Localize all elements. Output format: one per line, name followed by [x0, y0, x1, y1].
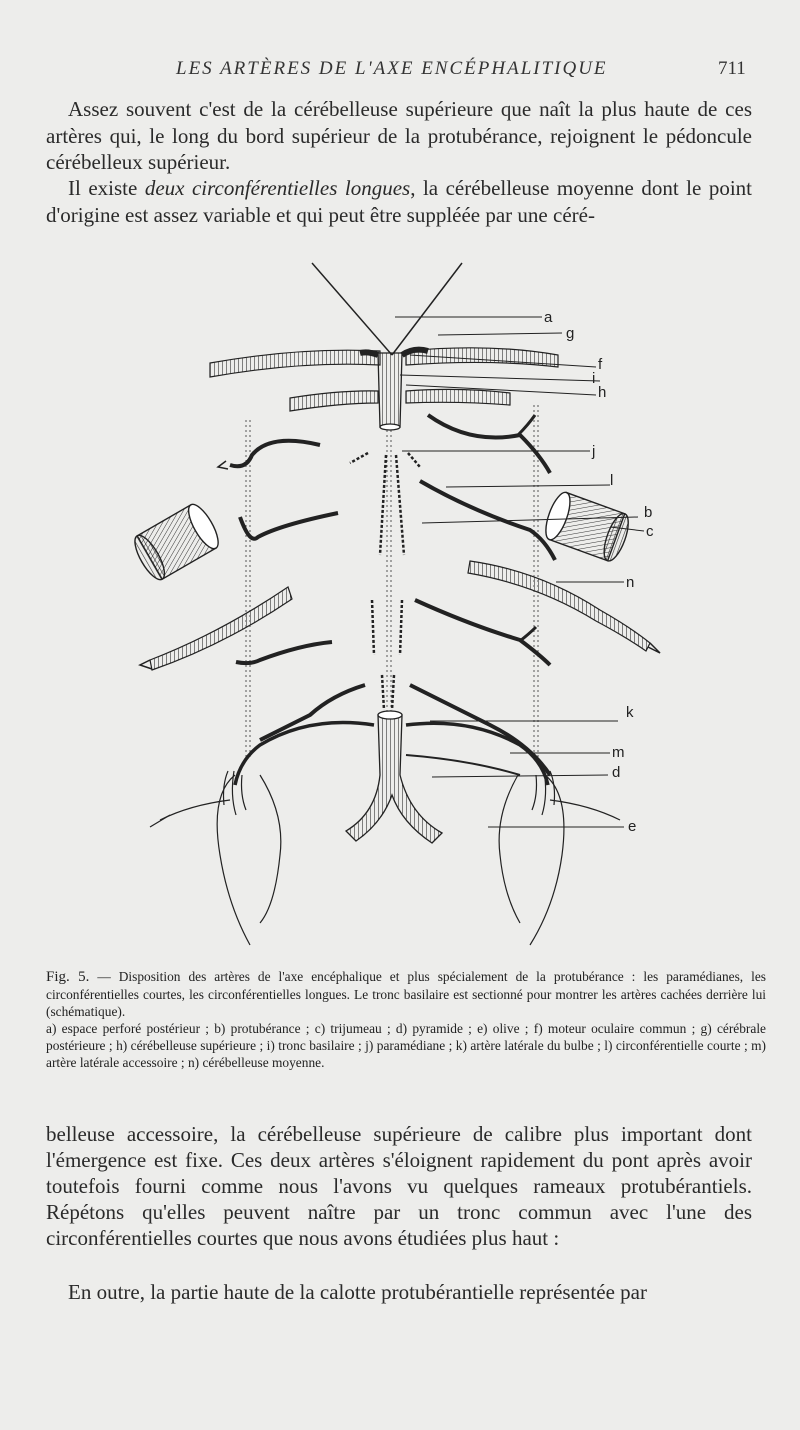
label-m: m — [612, 744, 625, 761]
caption-legend: a) espace perforé postérieur ; b) protubérance ; c) trijumeau ; d) pyramide ; e) olive ; f) moteur oculaire commun ; g) cérébrale postérieure ; h) cérébelleuse supérieure ; i) tronc basilaire ; j) paramédiane ; k) artère latérale du bulbe ; l) circonférentielle courte ; m) artère latérale accessoire ; n) cérébelleuse moyenne. — [46, 1021, 766, 1070]
paragraph-2-emphasis: deux circonférentielles longues — [144, 176, 411, 200]
label-d: d — [612, 764, 621, 781]
label-b: b — [644, 504, 653, 521]
middle-cerebellar-arteries — [140, 561, 660, 670]
artery-diagram — [110, 255, 670, 955]
running-title: LES ARTÈRES DE L'AXE ENCÉPHALITIQUE — [176, 58, 608, 79]
label-h: h — [598, 384, 607, 401]
paramedian-arteries — [350, 453, 420, 710]
page-number: 711 — [718, 58, 746, 79]
label-c: c — [646, 523, 654, 540]
figure-caption — [46, 968, 766, 1071]
label-n: n — [626, 574, 635, 591]
paragraph-2-start: Il existe — [68, 176, 145, 200]
label-f: f — [598, 356, 603, 373]
short-circumferential-left — [218, 441, 365, 740]
caption-description — [46, 968, 766, 1020]
paragraph-3: belleuse accessoire, la cérébelleuse supérieure de calibre plus important dont l'émergence est fixe. Ces deux artères s'éloignent rapidement du pont après avoir toutefois fourni comme nous l'avons vu quelques rameaux protubérantiels. Répétons qu'elles peuvent naître par un tronc commun avec l'une des circonférentielles courtes que nous avons étudiées plus haut : — [46, 1122, 752, 1250]
page-header — [0, 58, 800, 84]
label-k: k — [626, 704, 634, 721]
paragraph-1: Assez souvent c'est de la cérébelleuse supérieure que naît la plus haute de ces artères qui, le long du bord supérieur de la protubérance, rejoignent le pédoncule cérébelleux supérieur. — [46, 97, 752, 174]
paragraph-2 — [46, 175, 752, 228]
caption-text: — Disposition des artères de l'axe encéphalique et plus spécialement de la protubérance : les paramédianes, les circonférentielles courtes, les circonférentielles longues. Le tronc basilaire est sectionné pour montrer les artères cachées derrière lui (schématique). — [46, 969, 767, 1019]
label-l: l — [610, 472, 614, 489]
crossing-lines — [312, 263, 462, 355]
paragraph-2-end: , la cérébelleuse moyenne dont le point d'origine est assez variable et qui peut être suppléée par une céré- — [46, 176, 753, 227]
label-g: g — [566, 325, 575, 342]
figure-labels — [544, 309, 654, 835]
label-i: i — [592, 370, 596, 387]
label-a: a — [544, 309, 553, 326]
anatomical-figure — [110, 255, 670, 955]
caption-figure-label: Fig. 5. — [46, 969, 90, 985]
label-j: j — [592, 443, 596, 460]
label-e: e — [628, 818, 637, 835]
paragraph-4: En outre, la partie haute de la calotte protubérantielle représentée par — [68, 1280, 647, 1304]
